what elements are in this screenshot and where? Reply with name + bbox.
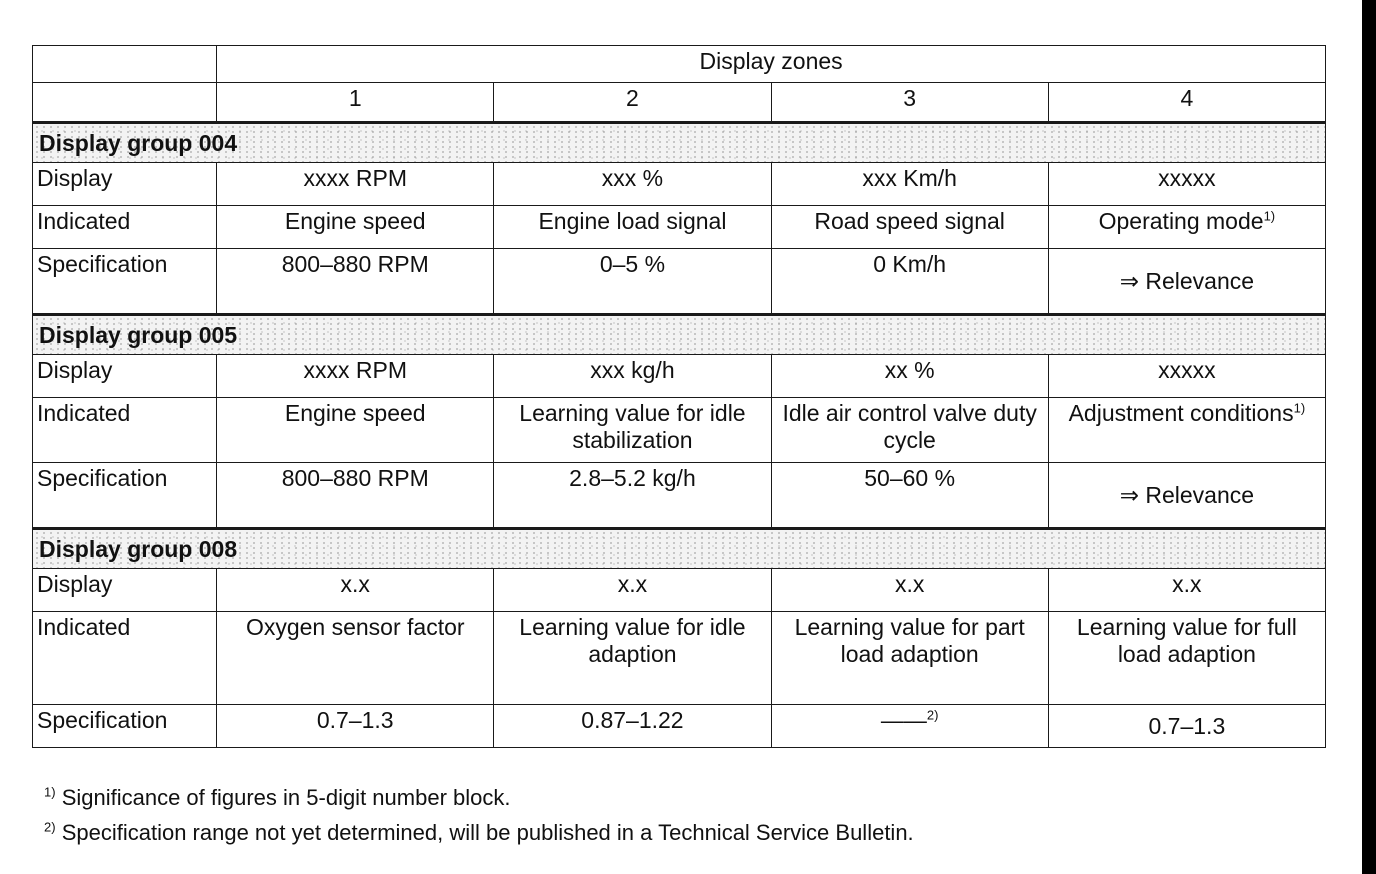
cell-text: —— [880, 707, 927, 733]
row-label: Display [33, 163, 217, 206]
cell-text: 0.7–1.3 [316, 707, 394, 733]
zone-value-cell [771, 398, 1048, 463]
cell-text: 800–880 RPM [281, 251, 429, 277]
zone-value-cell [771, 612, 1048, 705]
footnote-text: Significance of figures in 5-digit number block. [61, 785, 511, 810]
zone-value-cell [217, 163, 494, 206]
row-label: Specification [33, 249, 217, 315]
row-label: Display [33, 355, 217, 398]
zone-number-4: 4 [1048, 83, 1325, 123]
cell-text: 50–60 % [864, 465, 956, 491]
group-title: Display group 004 [33, 123, 1326, 163]
group-header-row [33, 123, 1326, 163]
zone-value-cell [494, 705, 771, 748]
zone-value-cell [771, 463, 1048, 529]
zone-value-cell [494, 569, 771, 612]
table-row [33, 463, 1326, 529]
header-row-zones [33, 83, 1326, 123]
cell-text: xxx kg/h [590, 357, 675, 383]
zone-value-cell [494, 249, 771, 315]
group-header-row [33, 315, 1326, 355]
cell-text: xxx % [601, 165, 664, 191]
zone-value-cell [1048, 705, 1325, 748]
cell-text: Learning value for idle adaption [519, 614, 746, 667]
table-row [33, 355, 1326, 398]
display-groups-table [32, 45, 1326, 748]
cell-text: xxxxx [1158, 357, 1216, 383]
footnote-1 [44, 780, 914, 815]
cell-text: Idle air control valve duty cycle [782, 400, 1037, 453]
table-row [33, 569, 1326, 612]
zone-value-cell [494, 355, 771, 398]
cell-text: Adjustment conditions [1068, 400, 1294, 426]
header-row-title [33, 46, 1326, 83]
cell-text: x.x [1172, 571, 1202, 597]
table-row [33, 206, 1326, 249]
zone-value-cell [217, 569, 494, 612]
cell-text: x.x [617, 571, 648, 597]
header-corner-lower [33, 83, 217, 123]
zone-value-cell [217, 463, 494, 529]
cell-text: Road speed signal [814, 208, 1005, 234]
zone-value-cell [1048, 249, 1325, 315]
cell-text: xxxxx [1158, 165, 1216, 191]
zone-value-cell [494, 398, 771, 463]
zone-value-cell [1048, 569, 1325, 612]
cell-text: Engine speed [284, 400, 426, 426]
footnote-ref: 1) [1263, 208, 1276, 224]
zone-value-cell [1048, 206, 1325, 249]
cell-text: xxxx RPM [303, 165, 407, 191]
table-row [33, 612, 1326, 705]
cell-text: 0–5 % [599, 251, 666, 277]
zone-value-cell [1048, 163, 1325, 206]
cell-text: Oxygen sensor factor [245, 614, 465, 640]
zone-value-cell [217, 249, 494, 315]
group-header-row [33, 529, 1326, 569]
zone-value-cell [1048, 355, 1325, 398]
cell-text: Engine load signal [538, 208, 727, 234]
row-label: Indicated [33, 398, 217, 463]
zone-value-cell [217, 355, 494, 398]
group-title: Display group 005 [33, 315, 1326, 355]
cell-text: Engine speed [284, 208, 426, 234]
zone-number-2: 2 [494, 83, 771, 123]
cell-text: xxxx RPM [303, 357, 407, 383]
table-row [33, 705, 1326, 748]
cell-text: xx % [884, 357, 935, 383]
group-title: Display group 008 [33, 529, 1326, 569]
zone-value-cell [494, 463, 771, 529]
footnote-ref: 2) [926, 707, 939, 723]
footnote-mark: 1) [44, 784, 56, 800]
header-corner [33, 46, 217, 83]
zone-value-cell [1048, 463, 1325, 529]
cell-text: x.x [340, 571, 370, 597]
cell-text: xxx Km/h [862, 165, 957, 191]
display-zones-title: Display zones [217, 46, 1326, 83]
zone-number-3: 3 [771, 83, 1048, 123]
zone-value-cell [771, 163, 1048, 206]
cell-text: 800–880 RPM [281, 465, 429, 491]
table-row [33, 249, 1326, 315]
zone-value-cell [494, 206, 771, 249]
cell-text: 0 Km/h [873, 251, 947, 277]
cell-text: Learning value for full load adaption [1076, 614, 1297, 667]
right-edge-bar [1362, 0, 1376, 874]
cell-text: 2.8–5.2 kg/h [569, 465, 696, 491]
row-label: Specification [33, 463, 217, 529]
zone-value-cell [494, 163, 771, 206]
footnote-text: Specification range not yet determined, will be published in a Technical Service Bulletin. [61, 820, 914, 845]
row-label: Specification [33, 705, 217, 748]
zone-value-cell [1048, 612, 1325, 705]
cell-text: Operating mode [1098, 208, 1264, 234]
cell-text: 0.7–1.3 [1148, 712, 1226, 739]
cell-text: 0.87–1.22 [581, 707, 684, 733]
zone-value-cell [217, 612, 494, 705]
row-label: Indicated [33, 206, 217, 249]
zone-value-cell [1048, 398, 1325, 463]
row-label: Display [33, 569, 217, 612]
table-row [33, 163, 1326, 206]
footnote-2 [44, 815, 914, 850]
cell-text: x.x [894, 571, 925, 597]
table-row [33, 398, 1326, 463]
zone-value-cell [771, 705, 1048, 748]
cell-text: Learning value for idle stabilization [519, 400, 746, 453]
zone-value-cell [771, 206, 1048, 249]
zone-value-cell [771, 355, 1048, 398]
zone-value-cell [217, 206, 494, 249]
zone-value-cell [771, 569, 1048, 612]
cell-text: Learning value for part load adaption [794, 614, 1025, 667]
row-label: Indicated [33, 612, 217, 705]
zone-value-cell [217, 398, 494, 463]
zone-value-cell [217, 705, 494, 748]
cell-text: ⇒ Relevance [1119, 481, 1255, 508]
footnote-ref: 1) [1293, 400, 1306, 416]
footnotes [44, 780, 914, 850]
zone-number-1: 1 [217, 83, 494, 123]
footnote-mark: 2) [44, 819, 56, 835]
zone-value-cell [771, 249, 1048, 315]
zone-value-cell [494, 612, 771, 705]
cell-text: ⇒ Relevance [1119, 267, 1255, 294]
